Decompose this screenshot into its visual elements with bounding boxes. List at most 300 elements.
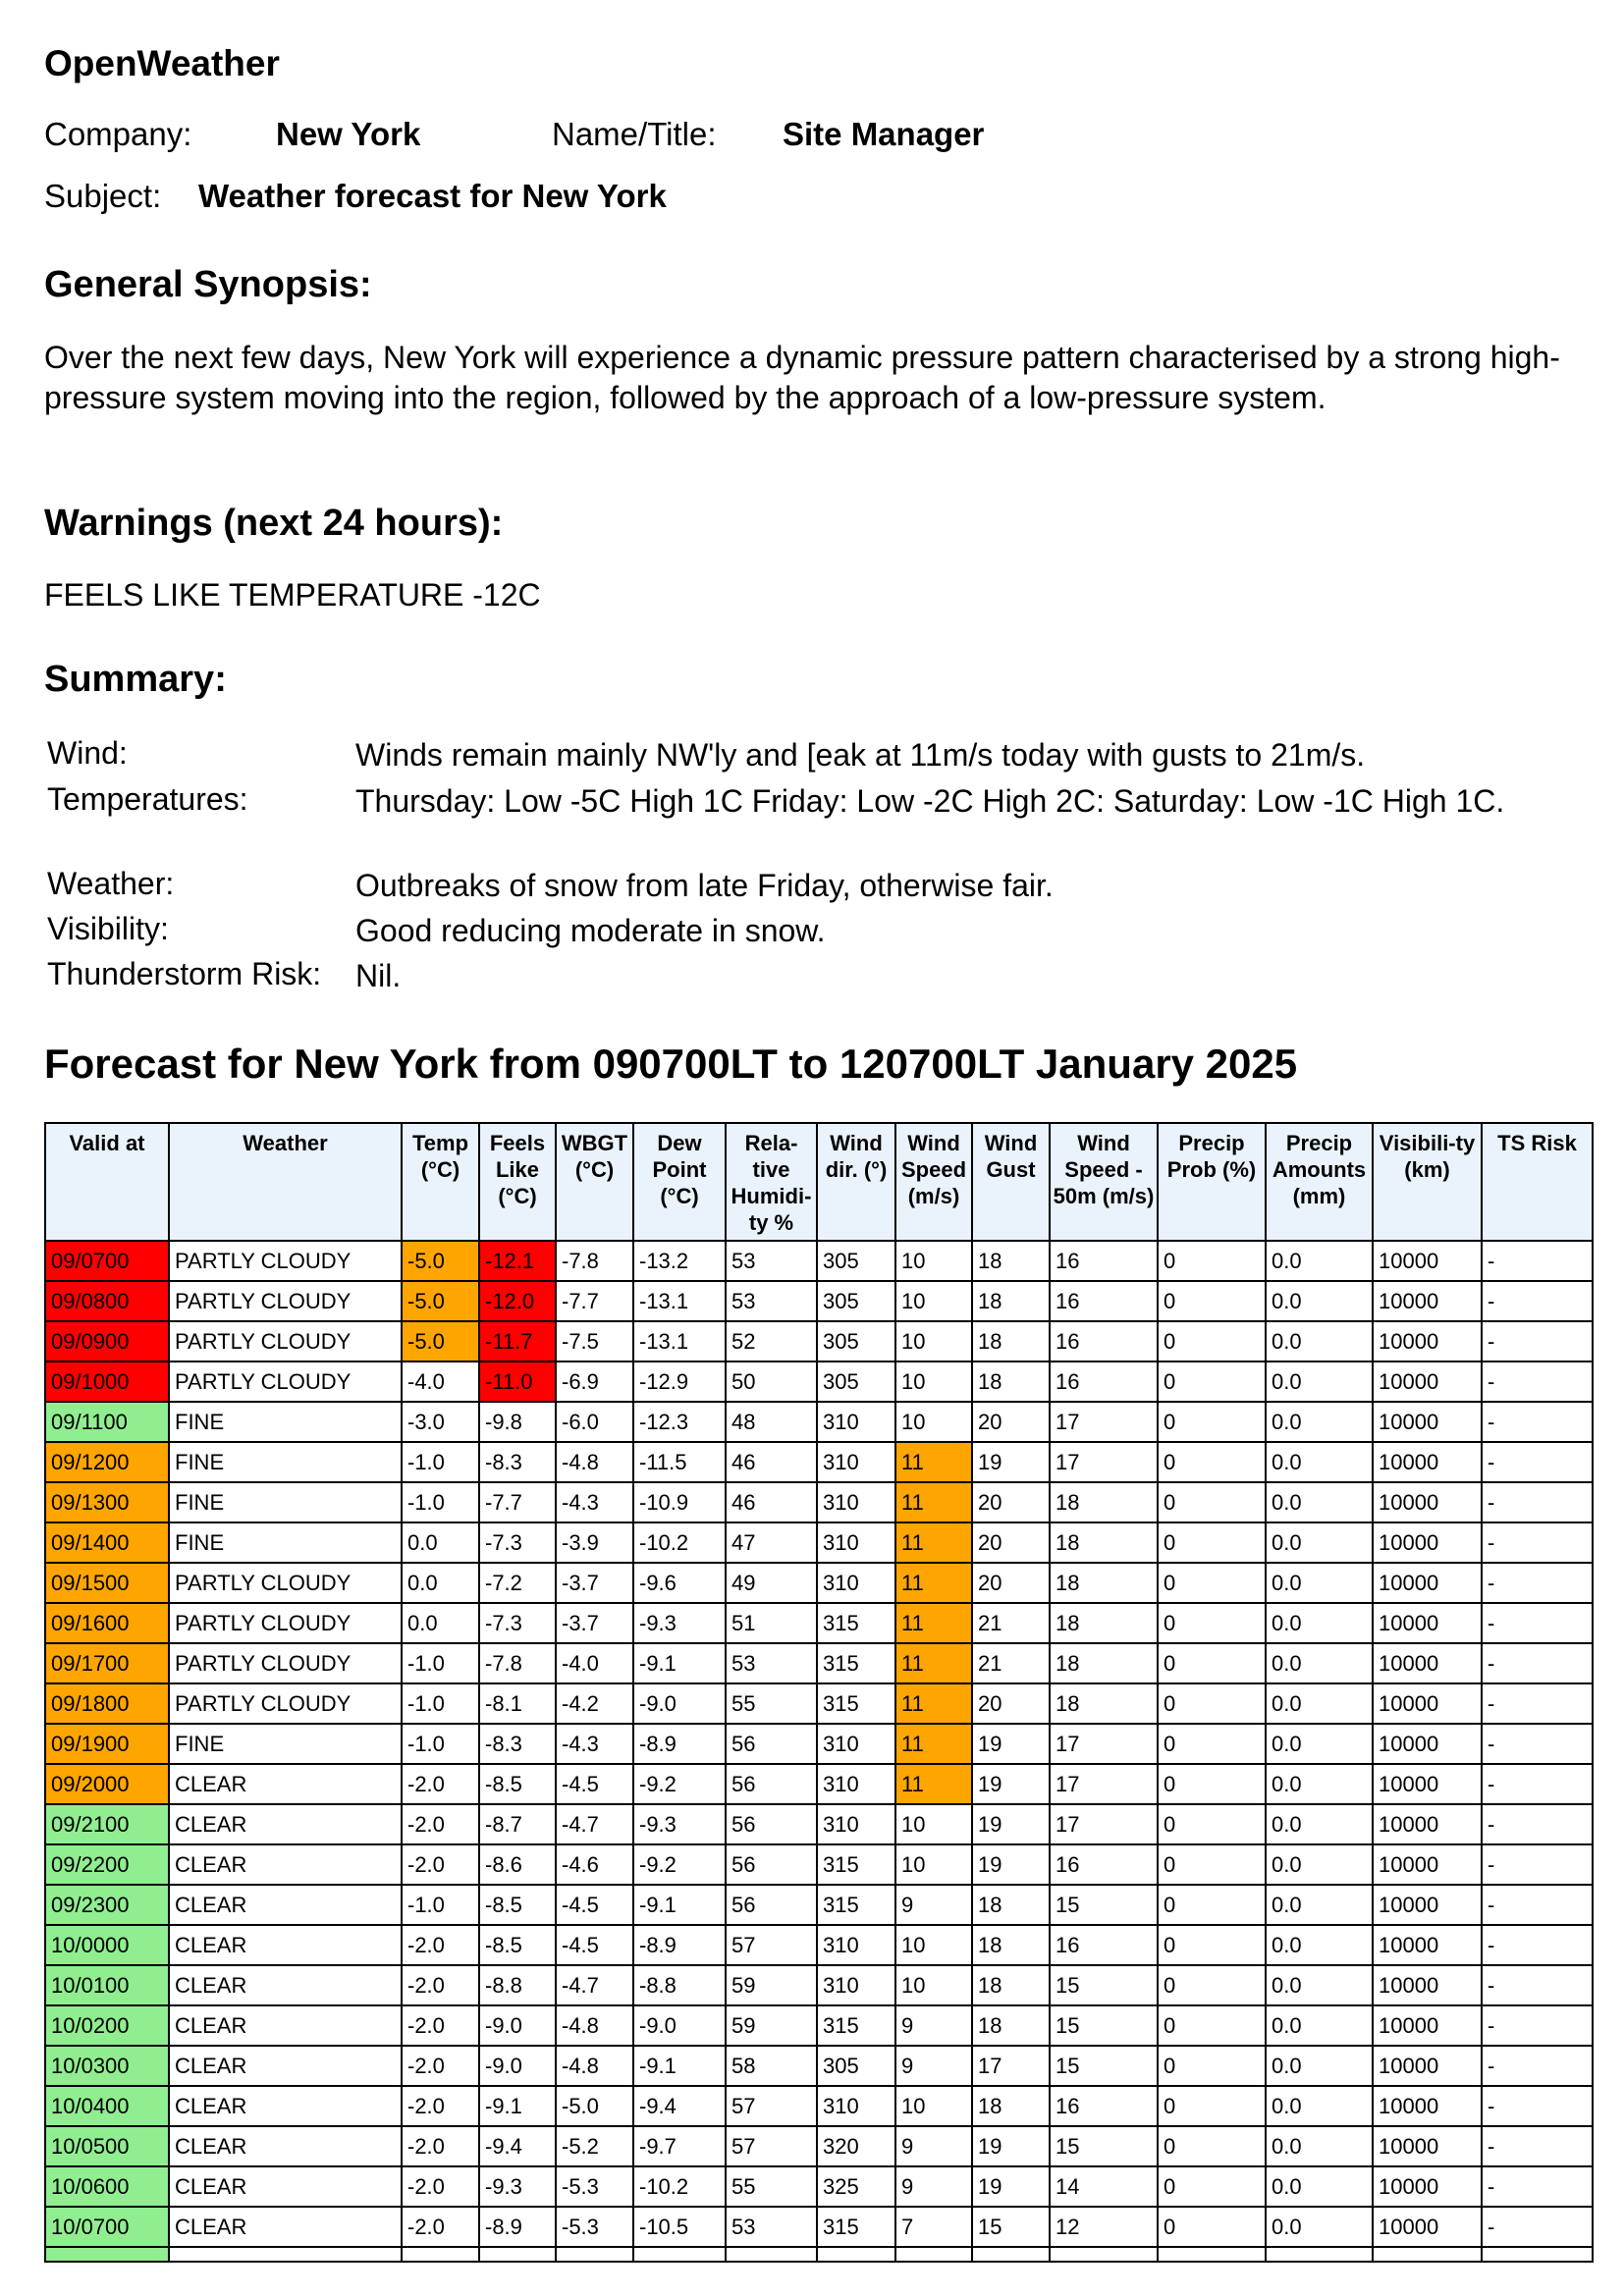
table-header-row — [45, 1123, 1593, 1241]
synopsis-text: Over the next few days, New York will experience a dynamic pressure pattern characterised by a strong high-pressure system moving into the region, followed by the approach of a low-pressure system. — [44, 340, 1560, 415]
column-header: Visibili-ty (km) — [1373, 1123, 1482, 1241]
cell-feels: -9.8 — [479, 1402, 556, 1442]
cell-temp: -1.0 — [402, 1482, 479, 1522]
cell-valid: 09/1300 — [45, 1482, 169, 1522]
empty-cell — [45, 2247, 169, 2262]
cell-speed50: 15 — [1050, 1885, 1158, 1925]
cell-dew: -9.0 — [633, 1683, 726, 1724]
synopsis-heading: General Synopsis: — [44, 264, 372, 305]
cell-rh: 56 — [726, 1804, 817, 1844]
cell-pprob: 0 — [1158, 1402, 1266, 1442]
cell-ts: - — [1482, 1885, 1593, 1925]
cell-speed: 11 — [895, 1643, 972, 1683]
cell-wbgt: -4.7 — [556, 1965, 633, 2005]
cell-feels: -8.3 — [479, 1724, 556, 1764]
cell-speed: 11 — [895, 1563, 972, 1603]
cell-rh: 46 — [726, 1442, 817, 1482]
cell-temp: -2.0 — [402, 1965, 479, 2005]
cell-vis: 10000 — [1373, 2046, 1482, 2086]
cell-feels: -8.8 — [479, 1965, 556, 2005]
cell-weather: PARTLY CLOUDY — [169, 1281, 402, 1321]
cell-speed50: 15 — [1050, 2046, 1158, 2086]
cell-valid: 09/2300 — [45, 1885, 169, 1925]
subject-label: Subject: — [44, 178, 162, 214]
cell-rh: 57 — [726, 2126, 817, 2166]
column-header: Wind Speed - 50m (m/s) — [1050, 1123, 1158, 1241]
cell-speed50: 14 — [1050, 2166, 1158, 2207]
table-row — [45, 1925, 1593, 1965]
cell-gust: 21 — [972, 1643, 1050, 1683]
cell-feels: -9.0 — [479, 2046, 556, 2086]
cell-dir: 325 — [817, 2166, 895, 2207]
cell-ts: - — [1482, 1321, 1593, 1362]
empty-cell — [1266, 2247, 1373, 2262]
cell-dew: -10.2 — [633, 1522, 726, 1563]
empty-cell — [1373, 2247, 1482, 2262]
cell-speed: 10 — [895, 1321, 972, 1362]
cell-ts: - — [1482, 1844, 1593, 1885]
cell-dir: 315 — [817, 1683, 895, 1724]
cell-speed: 11 — [895, 1522, 972, 1563]
cell-speed: 10 — [895, 1925, 972, 1965]
column-header: Valid at — [45, 1123, 169, 1241]
cell-gust: 20 — [972, 1482, 1050, 1522]
cell-weather: CLEAR — [169, 1844, 402, 1885]
table-row — [45, 1563, 1593, 1603]
table-row — [45, 1683, 1593, 1724]
cell-speed: 11 — [895, 1724, 972, 1764]
table-row — [45, 1362, 1593, 1402]
cell-dir: 310 — [817, 1724, 895, 1764]
cell-pprob: 0 — [1158, 1241, 1266, 1281]
cell-dir: 320 — [817, 2126, 895, 2166]
cell-dew: -9.3 — [633, 1804, 726, 1844]
summary-label-thunderstorm: Thunderstorm Risk: — [47, 956, 322, 991]
cell-temp: -2.0 — [402, 2166, 479, 2207]
table-row — [45, 1281, 1593, 1321]
cell-gust: 15 — [972, 2207, 1050, 2247]
summary-value-wind: Winds remain mainly NW'ly and [eak at 11m/s today with gusts to 21m/s. — [355, 737, 1366, 773]
column-header: Feels Like (°C) — [479, 1123, 556, 1241]
table-row — [45, 2086, 1593, 2126]
summary-label-weather: Weather: — [47, 866, 175, 901]
cell-weather: FINE — [169, 1442, 402, 1482]
cell-pamt: 0.0 — [1266, 1442, 1373, 1482]
cell-feels: -7.3 — [479, 1603, 556, 1643]
cell-weather: CLEAR — [169, 2126, 402, 2166]
cell-ts: - — [1482, 2166, 1593, 2207]
cell-feels: -9.1 — [479, 2086, 556, 2126]
cell-dir: 305 — [817, 1362, 895, 1402]
cell-valid: 09/1400 — [45, 1522, 169, 1563]
cell-vis: 10000 — [1373, 2086, 1482, 2126]
table-row — [45, 1643, 1593, 1683]
cell-gust: 18 — [972, 2005, 1050, 2046]
cell-gust: 18 — [972, 1362, 1050, 1402]
table-row — [45, 1885, 1593, 1925]
cell-pamt: 0.0 — [1266, 1643, 1373, 1683]
cell-dew: -9.1 — [633, 2046, 726, 2086]
cell-pprob: 0 — [1158, 1844, 1266, 1885]
cell-pamt: 0.0 — [1266, 1885, 1373, 1925]
summary-value-thunderstorm: Nil. — [355, 958, 402, 993]
column-header: Wind dir. (°) — [817, 1123, 895, 1241]
empty-cell — [402, 2247, 479, 2262]
table-row — [45, 1321, 1593, 1362]
cell-wbgt: -4.0 — [556, 1643, 633, 1683]
table-row — [45, 1442, 1593, 1482]
cell-gust: 19 — [972, 1442, 1050, 1482]
cell-pprob: 0 — [1158, 2046, 1266, 2086]
column-header: Rela-tive Humidi-ty % — [726, 1123, 817, 1241]
cell-rh: 57 — [726, 1925, 817, 1965]
cell-weather: PARTLY CLOUDY — [169, 1603, 402, 1643]
table-row — [45, 2166, 1593, 2207]
cell-weather: CLEAR — [169, 2005, 402, 2046]
cell-wbgt: -4.7 — [556, 1804, 633, 1844]
cell-dir: 305 — [817, 1241, 895, 1281]
cell-speed50: 12 — [1050, 2207, 1158, 2247]
name-title-value: Site Manager — [783, 116, 985, 152]
cell-vis: 10000 — [1373, 2207, 1482, 2247]
cell-pprob: 0 — [1158, 1683, 1266, 1724]
cell-feels: -8.9 — [479, 2207, 556, 2247]
cell-pamt: 0.0 — [1266, 2005, 1373, 2046]
cell-rh: 48 — [726, 1402, 817, 1442]
cell-speed: 9 — [895, 2166, 972, 2207]
column-header: Wind Gust — [972, 1123, 1050, 1241]
table-row-cutoff — [45, 2247, 1593, 2262]
cell-pamt: 0.0 — [1266, 1563, 1373, 1603]
cell-temp: -2.0 — [402, 2005, 479, 2046]
cell-pprob: 0 — [1158, 2005, 1266, 2046]
cell-ts: - — [1482, 1402, 1593, 1442]
cell-pprob: 0 — [1158, 1603, 1266, 1643]
name-title-label: Name/Title: — [552, 116, 717, 152]
cell-speed50: 17 — [1050, 1724, 1158, 1764]
cell-temp: 0.0 — [402, 1522, 479, 1563]
cell-ts: - — [1482, 1522, 1593, 1563]
cell-gust: 18 — [972, 1281, 1050, 1321]
cell-gust: 18 — [972, 1321, 1050, 1362]
cell-speed: 9 — [895, 2005, 972, 2046]
cell-ts: - — [1482, 1764, 1593, 1804]
cell-valid: 10/0000 — [45, 1925, 169, 1965]
cell-dew: -9.2 — [633, 1764, 726, 1804]
empty-cell — [633, 2247, 726, 2262]
cell-wbgt: -5.2 — [556, 2126, 633, 2166]
cell-vis: 10000 — [1373, 1402, 1482, 1442]
cell-feels: -7.2 — [479, 1563, 556, 1603]
cell-gust: 19 — [972, 1844, 1050, 1885]
cell-rh: 53 — [726, 2207, 817, 2247]
cell-pamt: 0.0 — [1266, 1482, 1373, 1522]
cell-vis: 10000 — [1373, 1563, 1482, 1603]
cell-dew: -8.9 — [633, 1724, 726, 1764]
cell-rh: 50 — [726, 1362, 817, 1402]
cell-vis: 10000 — [1373, 1885, 1482, 1925]
cell-speed50: 15 — [1050, 2126, 1158, 2166]
table-row — [45, 1724, 1593, 1764]
cell-dew: -9.4 — [633, 2086, 726, 2126]
cell-gust: 20 — [972, 1402, 1050, 1442]
cell-valid: 09/1500 — [45, 1563, 169, 1603]
company-value: New York — [276, 116, 421, 152]
cell-dew: -10.5 — [633, 2207, 726, 2247]
cell-speed50: 16 — [1050, 1281, 1158, 1321]
cell-dew: -9.0 — [633, 2005, 726, 2046]
cell-gust: 18 — [972, 1965, 1050, 2005]
summary-value-visibility: Good reducing moderate in snow. — [355, 913, 826, 948]
cell-weather: PARTLY CLOUDY — [169, 1563, 402, 1603]
table-row — [45, 1241, 1593, 1281]
cell-feels: -7.7 — [479, 1482, 556, 1522]
subject-value: Weather forecast for New York — [198, 178, 667, 214]
cell-pamt: 0.0 — [1266, 1522, 1373, 1563]
cell-gust: 19 — [972, 1724, 1050, 1764]
cell-valid: 09/1700 — [45, 1643, 169, 1683]
cell-ts: - — [1482, 1482, 1593, 1522]
cell-dir: 315 — [817, 1844, 895, 1885]
cell-weather: CLEAR — [169, 1925, 402, 1965]
cell-dir: 310 — [817, 1563, 895, 1603]
summary-label-temperatures: Temperatures: — [47, 781, 248, 817]
cell-dir: 310 — [817, 1764, 895, 1804]
cell-wbgt: -4.6 — [556, 1844, 633, 1885]
cell-ts: - — [1482, 1683, 1593, 1724]
cell-pamt: 0.0 — [1266, 1804, 1373, 1844]
cell-vis: 10000 — [1373, 2005, 1482, 2046]
cell-feels: -8.5 — [479, 1764, 556, 1804]
cell-temp: -3.0 — [402, 1402, 479, 1442]
cell-speed50: 15 — [1050, 1965, 1158, 2005]
cell-speed: 11 — [895, 1683, 972, 1724]
cell-pamt: 0.0 — [1266, 1965, 1373, 2005]
cell-dir: 310 — [817, 1965, 895, 2005]
cell-weather: FINE — [169, 1402, 402, 1442]
cell-speed: 11 — [895, 1442, 972, 1482]
cell-temp: -5.0 — [402, 1321, 479, 1362]
cell-weather: PARTLY CLOUDY — [169, 1241, 402, 1281]
cell-rh: 55 — [726, 1683, 817, 1724]
empty-cell — [726, 2247, 817, 2262]
column-header: Precip Prob (%) — [1158, 1123, 1266, 1241]
cell-temp: -2.0 — [402, 1844, 479, 1885]
cell-pprob: 0 — [1158, 1482, 1266, 1522]
cell-ts: - — [1482, 2005, 1593, 2046]
cell-wbgt: -4.5 — [556, 1885, 633, 1925]
table-row — [45, 1522, 1593, 1563]
cell-gust: 18 — [972, 1925, 1050, 1965]
cell-rh: 49 — [726, 1563, 817, 1603]
cell-pprob: 0 — [1158, 1764, 1266, 1804]
cell-temp: -1.0 — [402, 1724, 479, 1764]
cell-feels: -8.7 — [479, 1804, 556, 1844]
cell-rh: 53 — [726, 1643, 817, 1683]
cell-weather: CLEAR — [169, 2166, 402, 2207]
cell-rh: 53 — [726, 1281, 817, 1321]
cell-rh: 59 — [726, 1965, 817, 2005]
cell-weather: PARTLY CLOUDY — [169, 1643, 402, 1683]
cell-pprob: 0 — [1158, 1281, 1266, 1321]
cell-speed: 10 — [895, 1241, 972, 1281]
cell-temp: -2.0 — [402, 1925, 479, 1965]
cell-valid: 10/0300 — [45, 2046, 169, 2086]
cell-rh: 55 — [726, 2166, 817, 2207]
cell-speed: 9 — [895, 2126, 972, 2166]
cell-ts: - — [1482, 2086, 1593, 2126]
column-header: TS Risk — [1482, 1123, 1593, 1241]
cell-vis: 10000 — [1373, 1804, 1482, 1844]
cell-pprob: 0 — [1158, 1362, 1266, 1402]
cell-dir: 315 — [817, 1885, 895, 1925]
empty-cell — [1158, 2247, 1266, 2262]
cell-feels: -8.1 — [479, 1683, 556, 1724]
cell-dew: -8.9 — [633, 1925, 726, 1965]
cell-pprob: 0 — [1158, 1563, 1266, 1603]
cell-speed: 11 — [895, 1482, 972, 1522]
cell-speed50: 16 — [1050, 1241, 1158, 1281]
cell-temp: -2.0 — [402, 2207, 479, 2247]
cell-weather: CLEAR — [169, 2046, 402, 2086]
cell-vis: 10000 — [1373, 1522, 1482, 1563]
table-body — [45, 1241, 1593, 2262]
cell-vis: 10000 — [1373, 1683, 1482, 1724]
table-row — [45, 2207, 1593, 2247]
cell-pprob: 0 — [1158, 1724, 1266, 1764]
cell-dir: 310 — [817, 1925, 895, 1965]
cell-wbgt: -7.5 — [556, 1321, 633, 1362]
cell-dew: -9.1 — [633, 1885, 726, 1925]
cell-speed: 11 — [895, 1764, 972, 1804]
cell-wbgt: -4.8 — [556, 2005, 633, 2046]
empty-cell — [556, 2247, 633, 2262]
cell-wbgt: -4.5 — [556, 1925, 633, 1965]
cell-gust: 17 — [972, 2046, 1050, 2086]
cell-gust: 19 — [972, 2166, 1050, 2207]
cell-pamt: 0.0 — [1266, 1402, 1373, 1442]
cell-dir: 315 — [817, 2207, 895, 2247]
table-row — [45, 1482, 1593, 1522]
cell-wbgt: -4.2 — [556, 1683, 633, 1724]
cell-pamt: 0.0 — [1266, 1603, 1373, 1643]
cell-rh: 47 — [726, 1522, 817, 1563]
cell-valid: 10/0400 — [45, 2086, 169, 2126]
cell-valid: 09/1000 — [45, 1362, 169, 1402]
empty-cell — [479, 2247, 556, 2262]
column-header: Dew Point (°C) — [633, 1123, 726, 1241]
cell-dir: 310 — [817, 2086, 895, 2126]
cell-ts: - — [1482, 1563, 1593, 1603]
cell-feels: -9.0 — [479, 2005, 556, 2046]
cell-dew: -9.7 — [633, 2126, 726, 2166]
cell-vis: 10000 — [1373, 1482, 1482, 1522]
empty-cell — [1482, 2247, 1593, 2262]
warnings-text: FEELS LIKE TEMPERATURE -12C — [44, 577, 541, 613]
cell-valid: 09/1800 — [45, 1683, 169, 1724]
cell-temp: -2.0 — [402, 2086, 479, 2126]
cell-gust: 18 — [972, 1241, 1050, 1281]
cell-pprob: 0 — [1158, 2086, 1266, 2126]
cell-temp: -2.0 — [402, 2126, 479, 2166]
cell-wbgt: -6.0 — [556, 1402, 633, 1442]
empty-cell — [972, 2247, 1050, 2262]
cell-pamt: 0.0 — [1266, 1321, 1373, 1362]
cell-ts: - — [1482, 1603, 1593, 1643]
cell-temp: -4.0 — [402, 1362, 479, 1402]
cell-valid: 10/0600 — [45, 2166, 169, 2207]
cell-pamt: 0.0 — [1266, 2046, 1373, 2086]
table-row — [45, 1764, 1593, 1804]
cell-valid: 10/0500 — [45, 2126, 169, 2166]
cell-speed50: 18 — [1050, 1482, 1158, 1522]
cell-dir: 305 — [817, 1281, 895, 1321]
summary-value-weather: Outbreaks of snow from late Friday, otherwise fair. — [355, 868, 1054, 903]
cell-pprob: 0 — [1158, 1522, 1266, 1563]
cell-vis: 10000 — [1373, 1442, 1482, 1482]
cell-gust: 18 — [972, 2086, 1050, 2126]
cell-wbgt: -4.5 — [556, 1764, 633, 1804]
cell-feels: -8.3 — [479, 1442, 556, 1482]
cell-rh: 53 — [726, 1241, 817, 1281]
cell-temp: -5.0 — [402, 1281, 479, 1321]
cell-weather: PARTLY CLOUDY — [169, 1321, 402, 1362]
cell-dew: -8.8 — [633, 1965, 726, 2005]
cell-dew: -10.9 — [633, 1482, 726, 1522]
empty-cell — [1050, 2247, 1158, 2262]
cell-valid: 09/2100 — [45, 1804, 169, 1844]
cell-feels: -8.5 — [479, 1885, 556, 1925]
cell-pamt: 0.0 — [1266, 1683, 1373, 1724]
cell-speed50: 16 — [1050, 1362, 1158, 1402]
cell-ts: - — [1482, 2126, 1593, 2166]
table-row — [45, 1965, 1593, 2005]
cell-weather: PARTLY CLOUDY — [169, 1362, 402, 1402]
cell-ts: - — [1482, 1362, 1593, 1402]
summary-label-visibility: Visibility: — [47, 911, 169, 946]
cell-gust: 20 — [972, 1563, 1050, 1603]
warnings-heading: Warnings (next 24 hours): — [44, 503, 504, 544]
empty-cell — [895, 2247, 972, 2262]
empty-cell — [169, 2247, 402, 2262]
cell-wbgt: -4.3 — [556, 1482, 633, 1522]
cell-vis: 10000 — [1373, 1321, 1482, 1362]
cell-vis: 10000 — [1373, 2126, 1482, 2166]
cell-ts: - — [1482, 2046, 1593, 2086]
cell-speed50: 17 — [1050, 1402, 1158, 1442]
cell-dir: 310 — [817, 1402, 895, 1442]
cell-valid: 09/0900 — [45, 1321, 169, 1362]
cell-valid: 09/0700 — [45, 1241, 169, 1281]
cell-dir: 310 — [817, 1482, 895, 1522]
cell-weather: CLEAR — [169, 1965, 402, 2005]
table-row — [45, 2005, 1593, 2046]
cell-vis: 10000 — [1373, 1764, 1482, 1804]
cell-speed50: 16 — [1050, 1844, 1158, 1885]
cell-feels: -7.8 — [479, 1643, 556, 1683]
cell-feels: -12.1 — [479, 1241, 556, 1281]
cell-rh: 58 — [726, 2046, 817, 2086]
cell-wbgt: -5.3 — [556, 2166, 633, 2207]
cell-dir: 315 — [817, 1603, 895, 1643]
cell-pamt: 0.0 — [1266, 2126, 1373, 2166]
cell-dew: -9.1 — [633, 1643, 726, 1683]
cell-dir: 305 — [817, 1321, 895, 1362]
cell-speed: 9 — [895, 1885, 972, 1925]
cell-pprob: 0 — [1158, 2166, 1266, 2207]
cell-wbgt: -3.9 — [556, 1522, 633, 1563]
cell-pprob: 0 — [1158, 2126, 1266, 2166]
